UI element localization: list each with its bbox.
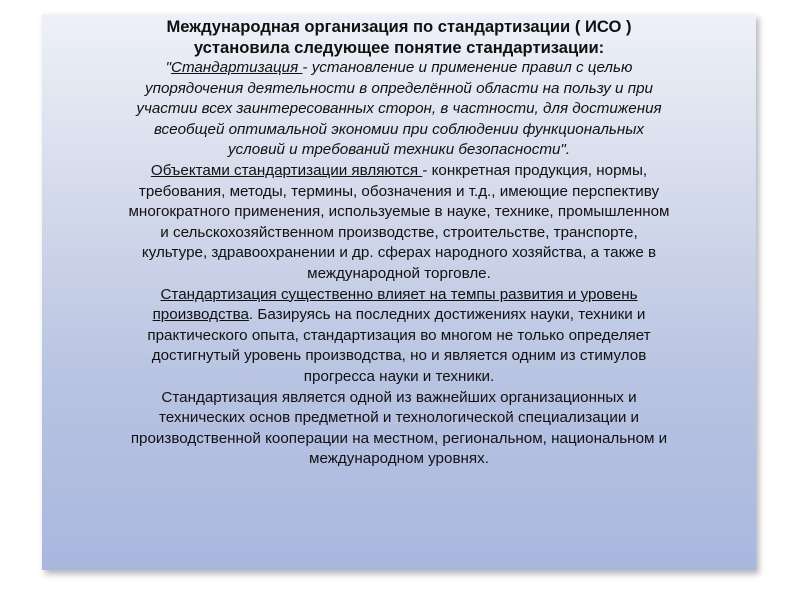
objects-line-2: требования, методы, термины, обозначения и т.д., имеющие перспективу [138,182,660,200]
definition-quote: " [165,59,171,76]
influence-line-2-rest: . Базируясь на последних достижениях науки, техники и [248,306,646,324]
heading-line-1: Международная организация по стандартизации ( ИСО ) [166,17,632,36]
basis-line-3: производственной кооперации на местном, региональном, национальном и [130,429,668,447]
influence-line-5: прогресса науки и техники. [303,367,495,385]
definition-line-2: упорядочения деятельности в определённой области на пользу и при [145,79,653,97]
basis-line-1: Стандартизация является одной из важнейших организационных и [161,388,637,406]
influence-line-2 [50,305,748,326]
definition-paragraph [50,58,748,161]
content-panel [42,14,756,570]
objects-line-3: многократного применения, используемые в науке, технике, промышленном [128,203,670,221]
heading [50,16,748,58]
influence-line-4: достигнутый уровень производства, но и является одним из стимулов [151,347,647,365]
influence-line-3: практического опыта, стандартизация во многом не только определяет [147,326,651,344]
objects-paragraph [50,161,748,285]
objects-line-5: культуре, здравоохранении и др. сферах народного хозяйства, а также в [141,244,657,262]
basis-line-4: международном уровнях. [309,450,489,468]
definition-line-1 [50,58,748,79]
objects-line-6: международной торговле. [307,264,491,282]
influence-term-line-2: производства [152,306,249,324]
objects-line-1 [50,161,748,182]
objects-line-1-rest: - конкретная продукция, нормы, [422,161,648,179]
definition-line-3: участии всех заинтересованных сторон, в частности, для достижения [136,100,662,118]
objects-term: Объектами стандартизации являются [150,161,423,179]
influence-paragraph [50,285,748,388]
objects-line-4: и сельскохозяйственном производстве, строительстве, транспорте, [160,223,638,241]
influence-term-line-1: Стандартизация существенно влияет на темпы развития и уровень [160,285,638,303]
definition-line-5: условий и требований техники безопасности". [227,141,571,159]
heading-line-2: установила следующее понятие стандартизации: [193,38,605,57]
basis-paragraph [50,388,748,470]
definition-term: Стандартизация [170,59,303,76]
basis-line-2: технических основ предметной и технологической специализации и [158,409,640,427]
definition-line-4: всеобщей оптимальной экономии при соблюдении функциональных [153,120,645,138]
definition-line-1-rest: - установление и применение правил с целью [302,59,633,76]
